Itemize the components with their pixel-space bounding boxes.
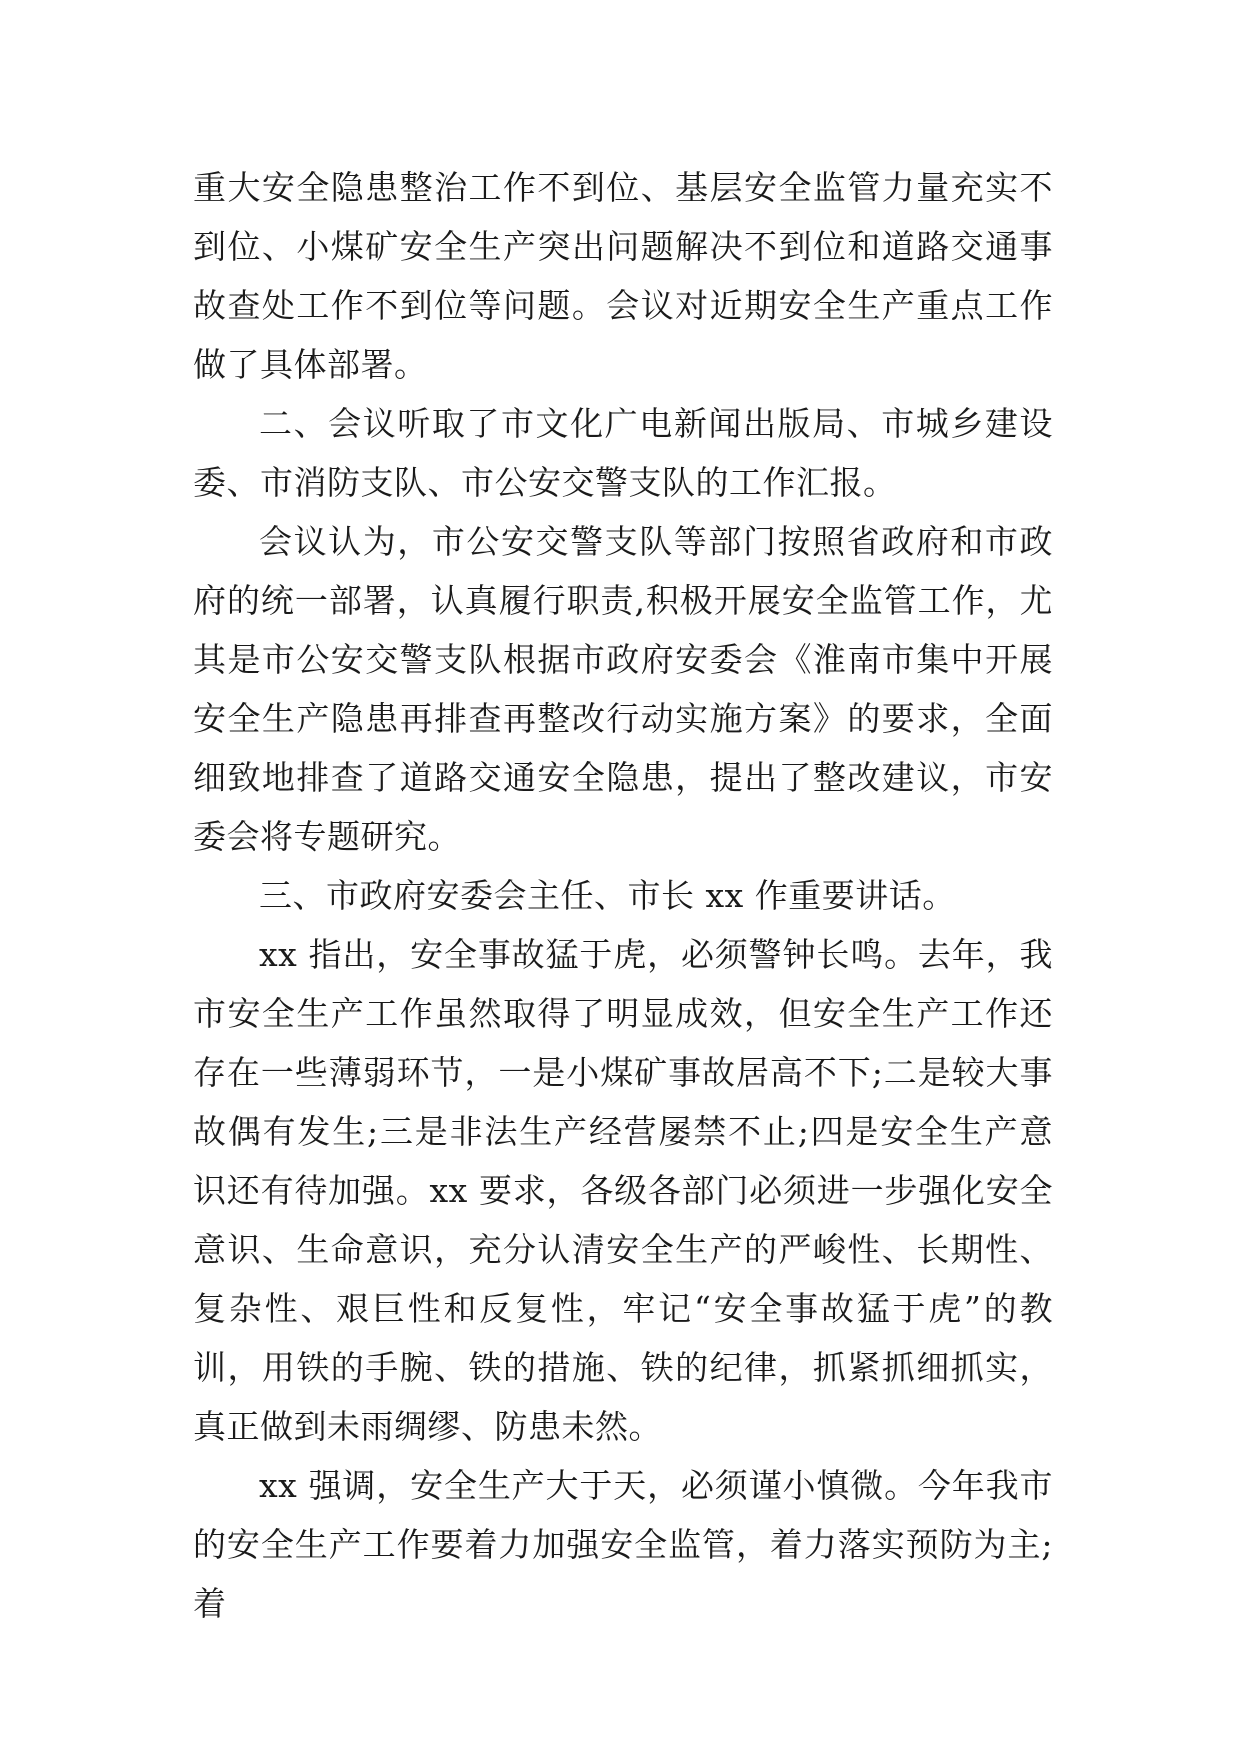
document-body [193, 158, 1053, 1633]
paragraph-continuation: 重大安全隐患整治工作不到位、基层安全监管力量充实不到位、小煤矿安全生产突出问题解决不到位和道路交通事故查处工作不到位等问题。会议对近期安全生产重点工作做了具体部署。 [193, 168, 1053, 384]
paragraph-section-two: 二、会议听取了市文化广电新闻出版局、市城乡建设委、市消防支队、市公安交警支队的工作汇报。 [193, 404, 1053, 502]
paragraph-xx-points-out: xx 指出，安全事故猛于虎，必须警钟长鸣。去年，我市安全生产工作虽然取得了明显成效，但安全生产工作还存在一些薄弱环节，一是小煤矿事故居高不下;二是较大事故偶有发生;三是非法生产经营屡禁不止;四是安全生产意识还有待加强。xx 要求，各级各部门必须进一步强化安全意识、生命意识，充分认清安全生产的严峻性、长期性、复杂性、艰巨性和反复性，牢记“安全事故猛于虎”的教训，用铁的手腕、铁的措施、铁的纪律，抓紧抓细抓实，真正做到未雨绸缪、防患未然。 [193, 935, 1053, 1446]
paragraph-meeting-view: 会议认为，市公安交警支队等部门按照省政府和市政府的统一部署，认真履行职责,积极开展安全监管工作，尤其是市公安交警支队根据市政府安委会《淮南市集中开展安全生产隐患再排查再整改行动实施方案》的要求，全面细致地排查了道路交通安全隐患，提出了整改建议，市安委会将专题研究。 [193, 522, 1053, 856]
paragraph-xx-emphasizes: xx 强调，安全生产大于天，必须谨小慎微。今年我市的安全生产工作要着力加强安全监管，着力落实预防为主;着 [193, 1466, 1053, 1623]
paragraph-section-three: 三、市政府安委会主任、市长 xx 作重要讲话。 [259, 876, 956, 915]
